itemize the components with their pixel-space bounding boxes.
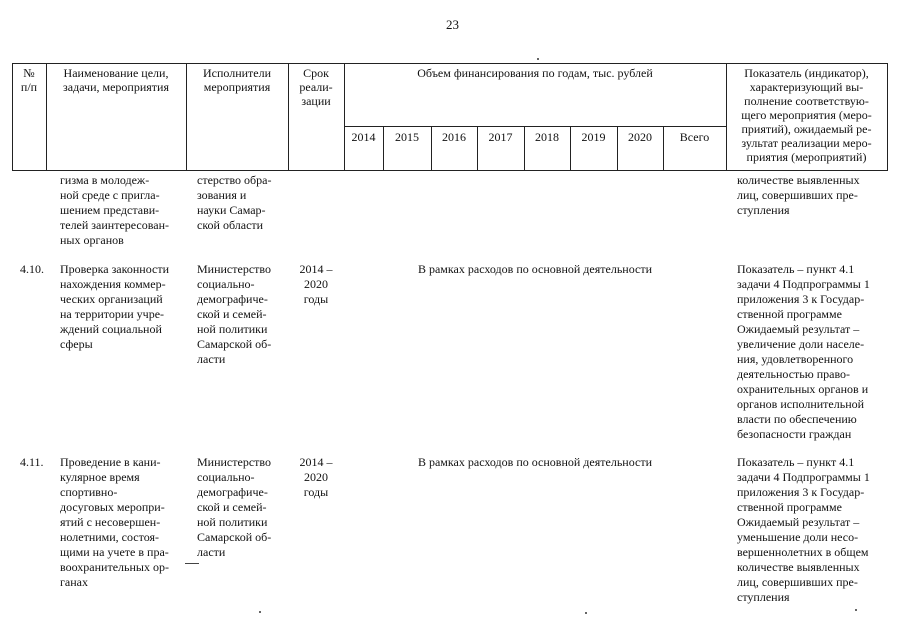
year-2019: 2019 — [581, 130, 606, 144]
header-term: Срок реали- зации — [299, 66, 333, 108]
table-header — [12, 63, 887, 171]
header-top-border — [12, 63, 887, 64]
header-financing: Объем финансирования по годам, тыс. рублей — [417, 66, 653, 80]
scan-speck — [585, 612, 587, 614]
years-divider — [344, 126, 726, 127]
scan-speck — [855, 609, 857, 611]
header-executors: Исполнители мероприятия — [202, 66, 272, 94]
header-bottom-border — [12, 170, 887, 171]
row-executors: Министерство социально- демографиче- ской и семей- ной политики Самарской об- ласти — [197, 262, 272, 366]
year-2015: 2015 — [395, 130, 419, 144]
row-indicator: Показатель – пункт 4.1 задачи 4 Подпрограммы 1 приложения 3 к Государ- ственной программе Ожидаемый результат – уменьшение доли несо- вершеннолетних в общем количестве выявленных лиц, совершивших пре- ступления — [737, 455, 870, 604]
row-term: 2014 – 2020 годы — [299, 262, 333, 306]
row-term: 2014 – 2020 годы — [299, 455, 333, 499]
year-total: Всего — [679, 130, 710, 144]
year-2014: 2014 — [351, 130, 376, 144]
row-executors: Министерство социально- демографиче- ской и семей- ной политики Самарской об- ласти — [197, 455, 272, 559]
continued-executors: стерство обра- зования и науки Самар- ской области — [197, 173, 272, 232]
row-name: Проверка законности нахождения коммер- ческих организаций на территории учре- ждений социальной сферы — [60, 262, 169, 351]
row-num: 4.11. — [20, 455, 44, 469]
row-name: Проведение в кани- кулярное время спортивно- досуговых меропри- ятий с несовершен- нолетними, состоя- щими на учете в пра- воохранительных ор- ганах — [60, 455, 169, 589]
year-2018: 2018 — [535, 130, 559, 144]
row-indicator: Показатель – пункт 4.1 задачи 4 Подпрограммы 1 приложения 3 к Государ- ственной программе Ожидаемый результат – увеличение доли населе- ния, удовлетворенного деятельностью право- охранительных органов и органов исполнительной власти по обеспечению безопасности граждан — [737, 262, 870, 441]
continued-indicator: количестве выявленных лиц, совершивших пре- ступления — [737, 173, 860, 217]
row-financing: В рамках расходов по основной деятельности — [417, 455, 653, 469]
year-2020: 2020 — [628, 130, 652, 144]
col-border — [887, 63, 888, 171]
header-num: № п/п — [20, 66, 38, 94]
scan-speck — [259, 611, 261, 613]
page-number: 23 — [446, 17, 459, 32]
row-num: 4.10. — [20, 262, 44, 276]
scan-speck — [537, 58, 539, 60]
continued-name: гизма в молодеж- ной среде с пригла- шением представи- телей заинтересован- ных органов — [60, 173, 169, 247]
scan-mark — [185, 563, 199, 564]
header-name: Наименование цели, задачи, мероприятия — [63, 66, 169, 94]
year-2016: 2016 — [442, 130, 466, 144]
row-financing: В рамках расходов по основной деятельности — [417, 262, 653, 276]
year-2017: 2017 — [488, 130, 513, 144]
header-indicator: Показатель (индикатор), характеризующий вы- полнение соответствую- щего мероприятия (меро- приятий), ожидаемый ре- зультат реализации меро- приятия (мероприятий) — [741, 66, 872, 164]
